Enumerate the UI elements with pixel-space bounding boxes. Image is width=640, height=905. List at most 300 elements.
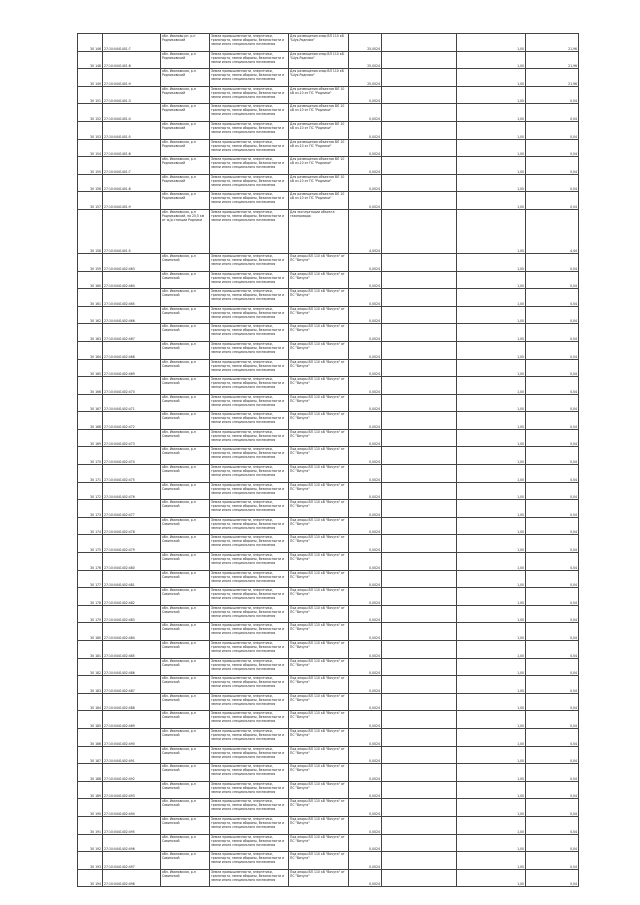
- location-cell: обл. Ивановская, р-н Савинский: [161, 341, 210, 359]
- area-cell: 0,0024: [349, 869, 382, 887]
- location-cell: обл. Ивановская, р-н Савинский: [161, 816, 210, 834]
- permitted-use-cell: Под опоры ВЛ 110 кВ "Вичуга" от ПС "Вичуга": [289, 764, 349, 782]
- location-cell: обл. Ивановская, р-н Савинский: [161, 764, 210, 782]
- table-row: [78, 746, 579, 764]
- area-cell: 0,0024: [349, 781, 382, 799]
- table-row: [78, 394, 579, 412]
- amount-cell: 0,04: [526, 394, 579, 412]
- value-cell: [382, 139, 457, 157]
- amount-cell: 0,04: [526, 693, 579, 711]
- permitted-use-cell: Под опоры ВЛ 110 кВ "Вичуга" от ПС "Вичуга": [289, 658, 349, 676]
- location-cell: обл. Ивановская, р-н Родниковский: [161, 69, 210, 87]
- area-cell: 0,0024: [349, 693, 382, 711]
- row-number-cell: 30 191: [78, 816, 103, 834]
- cadastral-number-cell: 27:10:0441401:5: [103, 121, 161, 139]
- cadastral-number-cell: 27:10:0441401:3: [103, 86, 161, 104]
- permitted-use-cell: Под опоры ВЛ 110 кВ "Вичуга" от ПС "Вичуга": [289, 834, 349, 852]
- location-cell: обл. Ивановская, р-н Родниковский, на 20,5 км от ж/д станции Родники: [161, 209, 210, 253]
- area-cell: 0,0024: [349, 711, 382, 729]
- permitted-use-cell: Под опоры ВЛ 110 кВ "Вичуга" от ПС "Вичуга": [289, 394, 349, 412]
- land-category-cell: Земли промышленности, энергетики, транспорта, земли обороны, безопасности и земли иного специального назначения: [210, 306, 289, 324]
- area-cell: 0,0024: [349, 121, 382, 139]
- area-cell: 0,0024: [349, 500, 382, 518]
- value-cell: [382, 271, 457, 289]
- row-number-cell: 30 160: [78, 271, 103, 289]
- area-cell: 0,0024: [349, 253, 382, 271]
- value-cell: [382, 306, 457, 324]
- table-row: [78, 728, 579, 746]
- value-cell: [382, 341, 457, 359]
- area-cell: 0,0024: [349, 641, 382, 659]
- cadastral-number-cell: 27:10:0441402:484: [103, 623, 161, 641]
- row-number-cell: 30 184: [78, 693, 103, 711]
- area-cell: 0,0024: [349, 623, 382, 641]
- value-cell: [382, 535, 457, 553]
- cadastral-number-cell: 27:10:0441401:5: [103, 209, 161, 253]
- row-number-cell: 30 157: [78, 192, 103, 210]
- location-cell: обл. Ивановская, р-н Савинский: [161, 588, 210, 606]
- permitted-use-cell: Под опоры ВЛ 110 кВ "Вичуга" от ПС "Вичуга": [289, 412, 349, 430]
- coefficient-cell: 1,00: [457, 157, 526, 175]
- value-cell: [382, 209, 457, 253]
- amount-cell: 0,04: [526, 429, 579, 447]
- table-body: [78, 34, 579, 887]
- coefficient-cell: 1,00: [457, 869, 526, 887]
- table-row: [78, 86, 579, 104]
- permitted-use-cell: Под опоры ВЛ 110 кВ "Вичуга" от ПС "Вичуга": [289, 324, 349, 342]
- land-category-cell: Земли промышленности, энергетики, транспорта, земли обороны, безопасности и земли иного специального назначения: [210, 412, 289, 430]
- value-cell: [382, 465, 457, 483]
- row-number-cell: 30 175: [78, 535, 103, 553]
- land-category-cell: Земли промышленности, энергетики, транспорта, земли обороны, безопасности и земли иного специального назначения: [210, 535, 289, 553]
- permitted-use-cell: Под опоры ВЛ 110 кВ "Вичуга" от ПС "Вичуга": [289, 517, 349, 535]
- area-cell: 0,0024: [349, 192, 382, 210]
- row-number-cell: 30 181: [78, 641, 103, 659]
- cadastral-number-cell: 27:10:0441402:491: [103, 746, 161, 764]
- area-cell: 0,0024: [349, 139, 382, 157]
- value-cell: [382, 641, 457, 659]
- location-cell: обл. Ивановская, р-н Савинский: [161, 834, 210, 852]
- table-row: [78, 34, 579, 52]
- row-number-cell: 30 173: [78, 500, 103, 518]
- value-cell: [382, 192, 457, 210]
- amount-cell: 0,04: [526, 588, 579, 606]
- amount-cell: 0,04: [526, 517, 579, 535]
- land-category-cell: Земли промышленности, энергетики, транспорта, земли обороны, безопасности и земли иного специального назначения: [210, 676, 289, 694]
- location-cell: обл. Ивановская, р-н Родниковский: [161, 121, 210, 139]
- value-cell: [382, 764, 457, 782]
- value-cell: [382, 86, 457, 104]
- land-category-cell: Земли промышленности, энергетики, транспорта, земли обороны, безопасности и земли иного специального назначения: [210, 711, 289, 729]
- land-category-cell: Земли промышленности, энергетики, транспорта, земли обороны, безопасности и земли иного специального назначения: [210, 764, 289, 782]
- area-cell: 0,0024: [349, 746, 382, 764]
- amount-cell: 0,04: [526, 834, 579, 852]
- row-number-cell: 30 171: [78, 465, 103, 483]
- row-number-cell: 30 185: [78, 711, 103, 729]
- land-category-cell: Земли промышленности, энергетики, транспорта, земли обороны, безопасности и земли иного специального назначения: [210, 852, 289, 870]
- table-row: [78, 289, 579, 307]
- cadastral-number-cell: 27:10:0441402:477: [103, 500, 161, 518]
- table-row: [78, 209, 579, 253]
- area-cell: 0,0024: [349, 341, 382, 359]
- row-number-cell: 30 151: [78, 86, 103, 104]
- row-number-cell: 30 165: [78, 359, 103, 377]
- table-row: [78, 834, 579, 852]
- permitted-use-cell: Под опоры ВЛ 110 кВ "Вичуга" от ПС "Вичуга": [289, 482, 349, 500]
- land-category-cell: Земли промышленности, энергетики, транспорта, земли обороны, безопасности и земли иного специального назначения: [210, 157, 289, 175]
- coefficient-cell: 1,00: [457, 324, 526, 342]
- row-number-cell: 30 162: [78, 306, 103, 324]
- cadastral-number-cell: 27:10:0441402:474: [103, 447, 161, 465]
- cadastral-number-cell: 27:10:0441402:476: [103, 482, 161, 500]
- area-cell: 0,0024: [349, 86, 382, 104]
- cadastral-number-cell: 27:10:0441401:8: [103, 174, 161, 192]
- coefficient-cell: 1,00: [457, 447, 526, 465]
- land-category-cell: Земли промышленности, энергетики, транспорта, земли обороны, безопасности и земли иного специального назначения: [210, 104, 289, 122]
- value-cell: [382, 500, 457, 518]
- permitted-use-cell: Для размещения объектов ВЛ 10 кВ яч.10 от ПС "Родники": [289, 121, 349, 139]
- row-number-cell: 30 163: [78, 324, 103, 342]
- row-number-cell: 30 155: [78, 157, 103, 175]
- location-cell: обл. Ивановская, р-н Савинский: [161, 359, 210, 377]
- permitted-use-cell: Под опоры ВЛ 110 кВ "Вичуга" от ПС "Вичуга": [289, 799, 349, 817]
- land-category-cell: Земли промышленности, энергетики, транспорта, земли обороны, безопасности и земли иного специального назначения: [210, 799, 289, 817]
- land-category-cell: Земли промышленности, энергетики, транспорта, земли обороны, безопасности и земли иного специального назначения: [210, 517, 289, 535]
- area-cell: 0,0024: [349, 465, 382, 483]
- land-category-cell: Земли промышленности, энергетики, транспорта, земли обороны, безопасности и земли иного специального назначения: [210, 174, 289, 192]
- value-cell: [382, 605, 457, 623]
- cadastral-number-cell: 27:10:0441402:487: [103, 676, 161, 694]
- amount-cell: 0,04: [526, 641, 579, 659]
- amount-cell: 0,04: [526, 869, 579, 887]
- permitted-use-cell: Для размещения объектов ВЛ 10 кВ яч.10 от ПС "Родники": [289, 174, 349, 192]
- value-cell: [382, 553, 457, 571]
- location-cell: обл. Ивановская, р-н Родниковский: [161, 104, 210, 122]
- area-cell: 0,0024: [349, 676, 382, 694]
- row-number-cell: 30 180: [78, 623, 103, 641]
- permitted-use-cell: Для размещения объектов ВЛ 10 кВ яч.10 от ПС "Родники": [289, 104, 349, 122]
- amount-cell: 0,04: [526, 658, 579, 676]
- amount-cell: 21,96: [526, 51, 579, 69]
- cadastral-number-cell: 27:10:0441402:468: [103, 341, 161, 359]
- land-category-cell: Земли промышленности, энергетики, транспорта, земли обороны, безопасности и земли иного специального назначения: [210, 553, 289, 571]
- coefficient-cell: 1,00: [457, 605, 526, 623]
- amount-cell: 0,04: [526, 86, 579, 104]
- row-number-cell: 30 154: [78, 139, 103, 157]
- row-number-cell: 30 187: [78, 746, 103, 764]
- permitted-use-cell: Для размещения объектов ВЛ 10 кВ яч.10 от ПС "Родники": [289, 86, 349, 104]
- location-cell: обл. Ивановская, р-н Родниковский: [161, 139, 210, 157]
- value-cell: [382, 429, 457, 447]
- permitted-use-cell: Под опоры ВЛ 110 кВ "Вичуга" от ПС "Вичуга": [289, 676, 349, 694]
- row-number-cell: 30 189: [78, 781, 103, 799]
- amount-cell: 0,04: [526, 623, 579, 641]
- location-cell: обл. Ивановская, р-н Савинский: [161, 517, 210, 535]
- coefficient-cell: 1,00: [457, 341, 526, 359]
- location-cell: обл. Ивановская, р-н Савинский: [161, 289, 210, 307]
- land-category-cell: Земли промышленности, энергетики, транспорта, земли обороны, безопасности и земли иного специального назначения: [210, 658, 289, 676]
- land-category-cell: Земли промышленности, энергетики, транспорта, земли обороны, безопасности и земли иного специального назначения: [210, 209, 289, 253]
- amount-cell: 0,04: [526, 341, 579, 359]
- location-cell: обл. Ивановская, р-н Савинский: [161, 641, 210, 659]
- value-cell: [382, 658, 457, 676]
- permitted-use-cell: Под опоры ВЛ 110 кВ "Вичуга" от ПС "Вичуга": [289, 447, 349, 465]
- area-cell: 0,0024: [349, 799, 382, 817]
- amount-cell: 0,04: [526, 728, 579, 746]
- row-number-cell: 30 194: [78, 869, 103, 887]
- row-number-cell: 30 148: [78, 51, 103, 69]
- cadastral-number-cell: 27:10:0441401:6: [103, 139, 161, 157]
- land-category-cell: Земли промышленности, энергетики, транспорта, земли обороны, безопасности и земли иного специального назначения: [210, 605, 289, 623]
- table-row: [78, 121, 579, 139]
- cadastral-number-cell: 27:10:0441402:479: [103, 535, 161, 553]
- coefficient-cell: 1,00: [457, 86, 526, 104]
- row-number-cell: 30 161: [78, 289, 103, 307]
- area-cell: 0,0024: [349, 517, 382, 535]
- permitted-use-cell: Под опоры ВЛ 110 кВ "Вичуга" от ПС "Вичуга": [289, 341, 349, 359]
- amount-cell: 0,04: [526, 289, 579, 307]
- land-category-cell: Земли промышленности, энергетики, транспорта, земли обороны, безопасности и земли иного специального назначения: [210, 570, 289, 588]
- table-row: [78, 816, 579, 834]
- cadastral-number-cell: 27:10:0441402:465: [103, 289, 161, 307]
- coefficient-cell: 1,00: [457, 834, 526, 852]
- row-number-cell: 30 192: [78, 834, 103, 852]
- permitted-use-cell: Под опоры ВЛ 110 кВ "Вичуга" от ПС "Вичуга": [289, 465, 349, 483]
- permitted-use-cell: Под опоры ВЛ 110 кВ "Вичуга" от ПС "Вичуга": [289, 816, 349, 834]
- coefficient-cell: 1,00: [457, 535, 526, 553]
- land-category-cell: Земли промышленности, энергетики, транспорта, земли обороны, безопасности и земли иного специального назначения: [210, 623, 289, 641]
- value-cell: [382, 693, 457, 711]
- value-cell: [382, 51, 457, 69]
- table-row: [78, 174, 579, 192]
- permitted-use-cell: Под опоры ВЛ 110 кВ "Вичуга" от ПС "Вичуга": [289, 711, 349, 729]
- cadastral-number-cell: 27:10:0441402:483: [103, 605, 161, 623]
- coefficient-cell: 1,00: [457, 394, 526, 412]
- table-row: [78, 429, 579, 447]
- cadastral-number-cell: 27:10:0441402:492: [103, 764, 161, 782]
- value-cell: [382, 121, 457, 139]
- row-number-cell: 30 146: [78, 34, 103, 52]
- cadastral-number-cell: 27:10:0441402:481: [103, 570, 161, 588]
- permitted-use-cell: Под опоры ВЛ 110 кВ "Вичуга" от ПС "Вичуга": [289, 306, 349, 324]
- land-category-cell: Земли промышленности, энергетики, транспорта, земли обороны, безопасности и земли иного специального назначения: [210, 482, 289, 500]
- cadastral-number-cell: 27:10:0441402:498: [103, 869, 161, 887]
- area-cell: 0,0024: [349, 157, 382, 175]
- table-row: [78, 570, 579, 588]
- amount-cell: 0,04: [526, 377, 579, 395]
- row-number-cell: 30 177: [78, 570, 103, 588]
- area-cell: 0,0024: [349, 852, 382, 870]
- table-row: [78, 693, 579, 711]
- location-cell: обл. Ивановская, р-н Савинский: [161, 570, 210, 588]
- cadastral-number-cell: 27:10:0441401:8: [103, 51, 161, 69]
- amount-cell: 0,04: [526, 447, 579, 465]
- permitted-use-cell: Под опоры ВЛ 110 кВ "Вичуга" от ПС "Вичуга": [289, 359, 349, 377]
- area-cell: 0,0024: [349, 588, 382, 606]
- location-cell: обл. Ивановская, р-н Савинский: [161, 535, 210, 553]
- coefficient-cell: 1,00: [457, 781, 526, 799]
- permitted-use-cell: Под опоры ВЛ 110 кВ "Вичуга" от ПС "Вичуга": [289, 746, 349, 764]
- amount-cell: 0,04: [526, 482, 579, 500]
- value-cell: [382, 781, 457, 799]
- cadastral-number-cell: 27:10:0441401:9: [103, 69, 161, 87]
- row-number-cell: 30 172: [78, 482, 103, 500]
- table-row: [78, 412, 579, 430]
- table-row: [78, 192, 579, 210]
- permitted-use-cell: Под опоры ВЛ 110 кВ "Вичуга" от ПС "Вичуга": [289, 869, 349, 887]
- table-row: [78, 253, 579, 271]
- cadastral-number-cell: 27:10:0441402:475: [103, 465, 161, 483]
- permitted-use-cell: Под опоры ВЛ 110 кВ "Вичуга" от ПС "Вичуга": [289, 553, 349, 571]
- row-number-cell: 30 149: [78, 69, 103, 87]
- amount-cell: 0,04: [526, 359, 579, 377]
- coefficient-cell: 1,00: [457, 641, 526, 659]
- coefficient-cell: 1,00: [457, 711, 526, 729]
- land-category-cell: Земли промышленности, энергетики, транспорта, земли обороны, безопасности и земли иного специального назначения: [210, 289, 289, 307]
- row-number-cell: 30 193: [78, 852, 103, 870]
- land-category-cell: Земли промышленности, энергетики, транспорта, земли обороны, безопасности и земли иного специального назначения: [210, 447, 289, 465]
- cadastral-number-cell: 27:10:0441401:7: [103, 34, 161, 52]
- table-row: [78, 271, 579, 289]
- row-number-cell: 30 188: [78, 764, 103, 782]
- area-cell: 0,0024: [349, 535, 382, 553]
- land-category-cell: Земли промышленности, энергетики, транспорта, земли обороны, безопасности и земли иного специального назначения: [210, 869, 289, 887]
- table-row: [78, 852, 579, 870]
- coefficient-cell: 1,00: [457, 465, 526, 483]
- value-cell: [382, 289, 457, 307]
- location-cell: обл. Ивановская, р-н Родниковский: [161, 86, 210, 104]
- permitted-use-cell: Для размещения опор ВЛ 110 кВ "Шуя-Родники": [289, 51, 349, 69]
- area-cell: 0,0024: [349, 359, 382, 377]
- location-cell: обл. Ивановская, р-н Савинский: [161, 500, 210, 518]
- amount-cell: 0,04: [526, 104, 579, 122]
- area-cell: 25,0024: [349, 51, 382, 69]
- area-cell: 0,0024: [349, 306, 382, 324]
- coefficient-cell: 1,00: [457, 553, 526, 571]
- row-number-cell: 30 176: [78, 553, 103, 571]
- amount-cell: 0,04: [526, 535, 579, 553]
- amount-cell: 0,04: [526, 157, 579, 175]
- area-cell: 0,0024: [349, 377, 382, 395]
- land-category-cell: Земли промышленности, энергетики, транспорта, земли обороны, безопасности и земли иного специального назначения: [210, 394, 289, 412]
- coefficient-cell: 1,00: [457, 139, 526, 157]
- value-cell: [382, 834, 457, 852]
- location-cell: обл. Ивановская, р-н Савинский: [161, 852, 210, 870]
- permitted-use-cell: Для размещения опор ВЛ 110 кВ "Шуя-Родники": [289, 69, 349, 87]
- cadastral-number-cell: 27:10:0441402:488: [103, 693, 161, 711]
- table-row: [78, 781, 579, 799]
- location-cell: обл. Ивановская, р-н Савинский: [161, 394, 210, 412]
- area-cell: 4,0024: [349, 209, 382, 253]
- value-cell: [382, 412, 457, 430]
- table-row: [78, 641, 579, 659]
- coefficient-cell: 1,00: [457, 728, 526, 746]
- table-row: [78, 377, 579, 395]
- cadastral-number-cell: 27:10:0441402:464: [103, 271, 161, 289]
- value-cell: [382, 623, 457, 641]
- table-row: [78, 157, 579, 175]
- area-cell: 0,0024: [349, 834, 382, 852]
- land-category-cell: Земли промышленности, энергетики, транспорта, земли обороны, безопасности и земли иного специального назначения: [210, 324, 289, 342]
- row-number-cell: 30 178: [78, 588, 103, 606]
- value-cell: [382, 174, 457, 192]
- row-number-cell: 30 153: [78, 121, 103, 139]
- table-row: [78, 104, 579, 122]
- value-cell: [382, 447, 457, 465]
- land-category-cell: Земли промышленности, энергетики, транспорта, земли обороны, безопасности и земли иного специального назначения: [210, 359, 289, 377]
- location-cell: обл. Ивановская, р-н Савинский: [161, 676, 210, 694]
- land-category-cell: Земли промышленности, энергетики, транспорта, земли обороны, безопасности и земли иного специального назначения: [210, 588, 289, 606]
- cadastral-number-cell: 27:10:0441401:9: [103, 192, 161, 210]
- amount-cell: 0,04: [526, 412, 579, 430]
- location-cell: обл. Ивановская, р-н Савинский: [161, 553, 210, 571]
- value-cell: [382, 869, 457, 887]
- cadastral-number-cell: 27:10:0441402:482: [103, 588, 161, 606]
- amount-cell: 0,04: [526, 465, 579, 483]
- location-cell: обл. Ивановская, р-н Савинский: [161, 658, 210, 676]
- table-row: [78, 51, 579, 69]
- permitted-use-cell: Для размещения опор ВЛ 110 кВ "Шуя-Родники": [289, 34, 349, 52]
- amount-cell: 0,04: [526, 192, 579, 210]
- land-category-cell: Земли промышленности, энергетики, транспорта, земли обороны, безопасности и земли иного специального назначения: [210, 192, 289, 210]
- row-number-cell: 30 170: [78, 447, 103, 465]
- coefficient-cell: 1,00: [457, 69, 526, 87]
- value-cell: [382, 394, 457, 412]
- amount-cell: 0,04: [526, 324, 579, 342]
- amount-cell: 0,04: [526, 139, 579, 157]
- permitted-use-cell: Под опоры ВЛ 110 кВ "Вичуга" от ПС "Вичуга": [289, 781, 349, 799]
- cadastral-number-cell: 27:10:0441402:490: [103, 728, 161, 746]
- land-category-cell: Земли промышленности, энергетики, транспорта, земли обороны, безопасности и земли иного специального назначения: [210, 34, 289, 52]
- cadastral-number-cell: 27:10:0441402:478: [103, 517, 161, 535]
- area-cell: 0,0024: [349, 816, 382, 834]
- land-category-cell: Земли промышленности, энергетики, транспорта, земли обороны, безопасности и земли иного специального назначения: [210, 86, 289, 104]
- coefficient-cell: 1,00: [457, 500, 526, 518]
- value-cell: [382, 676, 457, 694]
- coefficient-cell: 1,00: [457, 658, 526, 676]
- amount-cell: 0,04: [526, 570, 579, 588]
- area-cell: 0,0024: [349, 174, 382, 192]
- permitted-use-cell: Под опоры ВЛ 110 кВ "Вичуга" от ПС "Вичуга": [289, 588, 349, 606]
- value-cell: [382, 377, 457, 395]
- amount-cell: 0,04: [526, 605, 579, 623]
- location-cell: обл. Ивановская, р-н Родниковский: [161, 174, 210, 192]
- amount-cell: 4,44: [526, 209, 579, 253]
- table-row: [78, 535, 579, 553]
- permitted-use-cell: Под опоры ВЛ 110 кВ "Вичуга" от ПС "Вичуга": [289, 728, 349, 746]
- land-category-cell: Земли промышленности, энергетики, транспорта, земли обороны, безопасности и земли иного специального назначения: [210, 728, 289, 746]
- table-row: [78, 658, 579, 676]
- permitted-use-cell: Под опоры ВЛ 110 кВ "Вичуга" от ПС "Вичуга": [289, 693, 349, 711]
- area-cell: 25,0024: [349, 34, 382, 52]
- location-cell: обл. Ивановская, р-н Савинский: [161, 605, 210, 623]
- location-cell: обл. Ивановская, р-н Савинский: [161, 271, 210, 289]
- area-cell: 0,0024: [349, 658, 382, 676]
- amount-cell: 0,04: [526, 306, 579, 324]
- permitted-use-cell: Под опоры ВЛ 110 кВ "Вичуга" от ПС "Вичуга": [289, 271, 349, 289]
- area-cell: 0,0024: [349, 605, 382, 623]
- value-cell: [382, 34, 457, 52]
- table-row: [78, 553, 579, 571]
- coefficient-cell: 1,00: [457, 570, 526, 588]
- permitted-use-cell: Под опоры ВЛ 110 кВ "Вичуга" от ПС "Вичуга": [289, 500, 349, 518]
- table-row: [78, 341, 579, 359]
- land-category-cell: Земли промышленности, энергетики, транспорта, земли обороны, безопасности и земли иного специального назначения: [210, 465, 289, 483]
- area-cell: 0,0024: [349, 447, 382, 465]
- amount-cell: 0,04: [526, 553, 579, 571]
- land-category-cell: Земли промышленности, энергетики, транспорта, земли обороны, безопасности и земли иного специального назначения: [210, 377, 289, 395]
- area-cell: 0,0024: [349, 764, 382, 782]
